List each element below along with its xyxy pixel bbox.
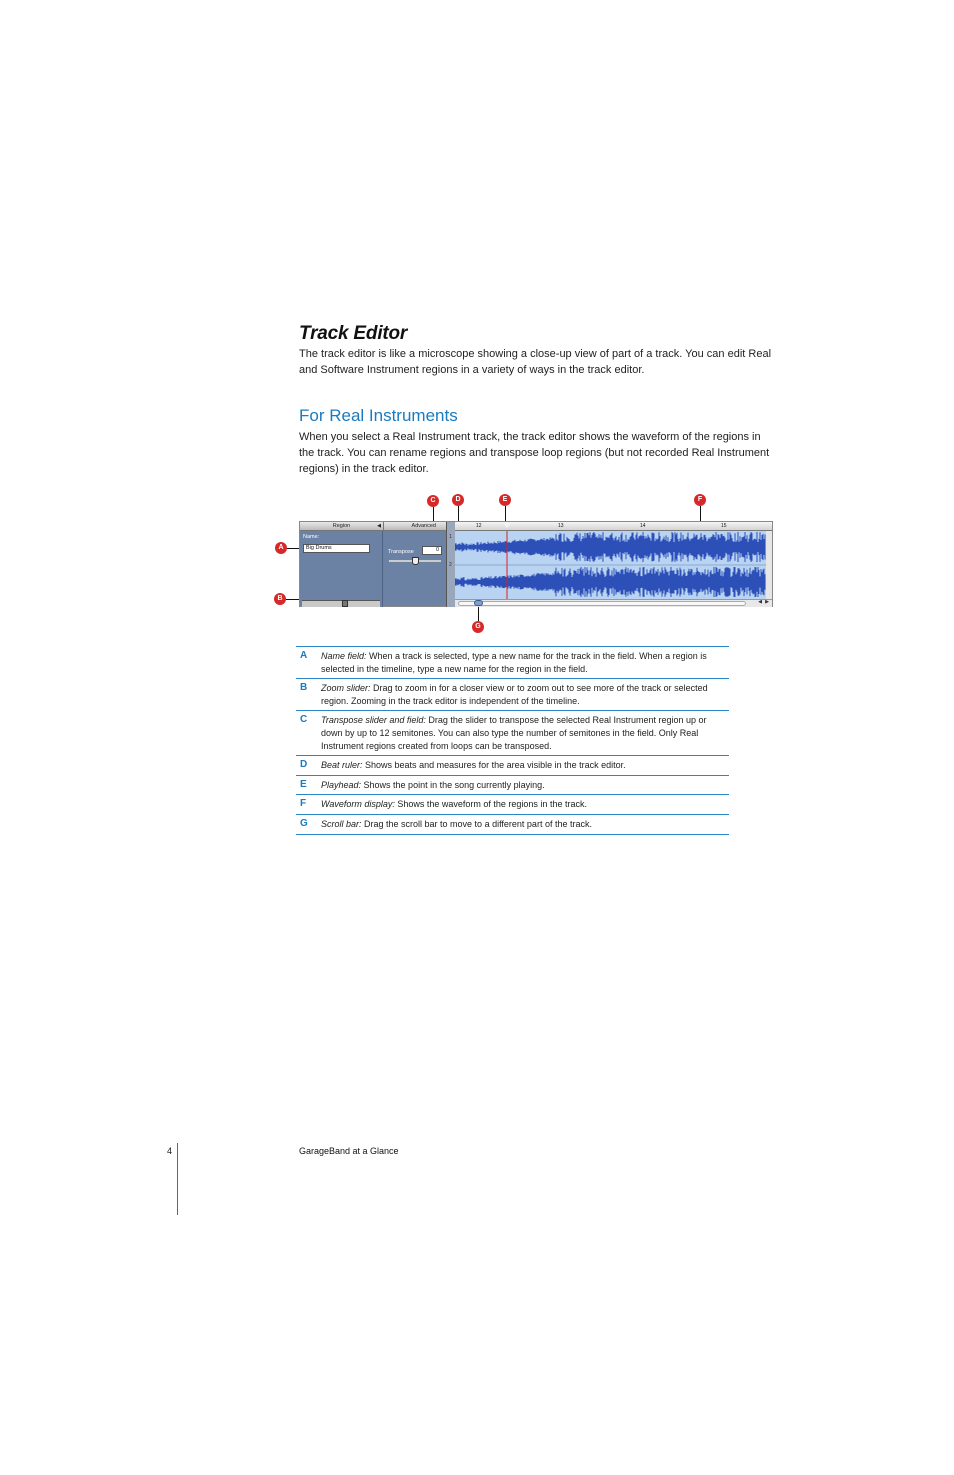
playhead-marker-icon[interactable] xyxy=(503,522,511,528)
subsection-title: For Real Instruments xyxy=(299,406,458,425)
collapse-arrow-icon[interactable]: ◀ xyxy=(377,523,381,529)
legend-letter: D xyxy=(296,756,321,776)
legend-row xyxy=(296,814,729,834)
callout-g: G xyxy=(472,621,484,633)
legend-row xyxy=(296,711,729,756)
legend-row xyxy=(296,756,729,776)
legend-letter: E xyxy=(296,775,321,795)
ruler-tick-12: 12 xyxy=(476,523,482,529)
page-number: 4 xyxy=(167,1146,173,1156)
callout-f: F xyxy=(694,494,706,506)
legend-description xyxy=(321,756,729,776)
ruler-tick-13: 13 xyxy=(558,523,564,529)
subsection-body: When you select a Real Instrument track, the track editor shows the waveform of the regions in the track. You can rename regions and transpose loop regions (but not recorded Real Instrument regions) in the track editor. xyxy=(299,431,770,475)
legend-term: Zoom slider: xyxy=(321,683,371,694)
legend-term: Waveform display: xyxy=(321,799,395,810)
callout-b: B xyxy=(274,593,286,605)
callout-e-line xyxy=(505,506,506,522)
callout-g-line xyxy=(478,605,479,621)
legend-description xyxy=(321,775,729,795)
vertical-scroll-track[interactable] xyxy=(766,531,772,599)
track-label-2: 2 xyxy=(449,562,452,568)
legend-term: Name field: xyxy=(321,651,367,661)
legend-term: Scroll bar: xyxy=(321,818,362,829)
transpose-slider-thumb[interactable] xyxy=(412,557,419,565)
region-tab[interactable]: Region ◀ xyxy=(300,522,383,531)
legend-row xyxy=(296,795,729,815)
track-editor-screenshot xyxy=(299,521,773,607)
callout-d: D xyxy=(452,494,464,506)
ruler-tick-14: 14 xyxy=(640,523,646,529)
section-intro: The track editor is like a microscope showing a close-up view of part of a track. You can edit Real and Software Instrument regions in a variety of ways in the track editor. xyxy=(299,348,772,376)
footer-rule xyxy=(177,1143,178,1215)
legend-description xyxy=(321,647,729,679)
transpose-field[interactable]: 0 xyxy=(422,546,442,555)
legend-row xyxy=(296,679,729,711)
legend-text: When a track is selected, type a new name for the track in the field. When a region is selected in the timeline, type a new name for the region in the field. xyxy=(321,651,707,674)
scroll-right-arrow-icon[interactable]: ▶ xyxy=(765,599,769,605)
legend-row xyxy=(296,647,729,679)
name-field[interactable]: Big Drums xyxy=(303,544,370,553)
scroll-left-arrow-icon[interactable]: ◀ xyxy=(758,599,762,605)
legend-description xyxy=(321,814,729,834)
zoom-slider-thumb[interactable] xyxy=(342,600,348,607)
callout-c: C xyxy=(427,495,439,507)
legend-term: Transpose slider and field: xyxy=(321,715,426,726)
footer-chapter: GarageBand at a Glance xyxy=(299,1146,399,1156)
legend-text: Drag the slider to transpose the selected Real Instrument region up or down by up to 12 semitones. You can also type the number of semitones in the field. Only Real Instrument regions created from loops can be transposed. xyxy=(321,715,707,751)
scroll-thumb[interactable] xyxy=(474,600,483,606)
horizontal-scroll-bar[interactable] xyxy=(455,599,772,607)
legend-description xyxy=(321,679,729,711)
callout-a: A xyxy=(275,542,287,554)
zoom-slider[interactable] xyxy=(302,600,380,607)
legend-term: Playhead: xyxy=(321,779,362,790)
legend-letter: B xyxy=(296,679,321,711)
legend-text: Drag to zoom in for a closer view or to zoom out to see more of the track or selected region. Zooming in the track editor is independent of the timeline. xyxy=(321,683,708,706)
legend-text: Drag the scroll bar to move to a different part of the track. xyxy=(361,818,592,829)
legend-letter: F xyxy=(296,795,321,815)
waveform-display[interactable] xyxy=(455,531,772,599)
callout-e: E xyxy=(499,494,511,506)
scroll-track[interactable] xyxy=(458,601,746,606)
name-label: Name: xyxy=(303,534,320,540)
track-label-1: 1 xyxy=(449,534,452,540)
panel-divider xyxy=(382,531,383,607)
ruler-tick-15: 15 xyxy=(721,523,727,529)
legend-description xyxy=(321,711,729,756)
legend-text: Shows the point in the song currently playing. xyxy=(361,779,545,790)
legend-text: Shows the waveform of the regions in the track. xyxy=(394,799,587,810)
legend-letter: G xyxy=(296,814,321,834)
transpose-label: Transpose xyxy=(388,549,414,555)
legend-description xyxy=(321,795,729,815)
section-title: Track Editor xyxy=(299,323,408,344)
legend-term: Beat ruler: xyxy=(321,760,363,771)
callout-legend xyxy=(296,646,729,835)
legend-letter: A xyxy=(296,647,321,679)
legend-letter: C xyxy=(296,711,321,756)
legend-text: Shows beats and measures for the area visible in the track editor. xyxy=(362,760,626,771)
legend-row xyxy=(296,775,729,795)
advanced-tab[interactable]: Advanced xyxy=(383,522,446,531)
